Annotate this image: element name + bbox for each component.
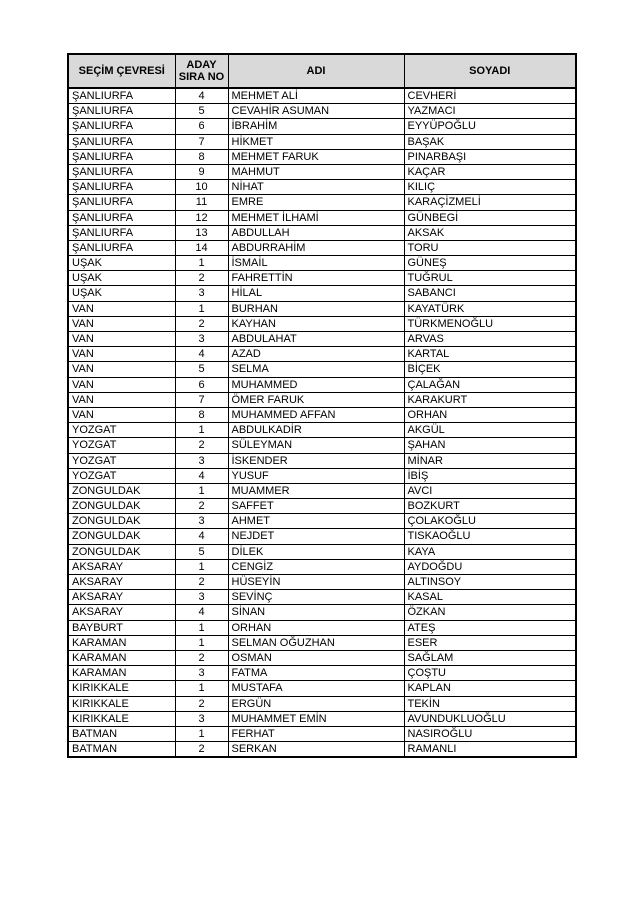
first-name-cell: YUSUF [228, 468, 404, 483]
surname-cell: TEKİN [404, 696, 576, 711]
district-cell: YOZGAT [68, 438, 175, 453]
district-cell: AKSARAY [68, 575, 175, 590]
first-name-cell: DİLEK [228, 544, 404, 559]
order-no-cell: 8 [175, 149, 228, 164]
first-name-cell: MEHMET ALİ [228, 88, 404, 104]
first-name-cell: CENGİZ [228, 559, 404, 574]
table-row [68, 666, 576, 681]
column-header-order-no: ADAY SIRA NO [175, 54, 228, 88]
first-name-cell: İSKENDER [228, 453, 404, 468]
surname-cell: ALTINSOY [404, 575, 576, 590]
surname-cell: KASAL [404, 590, 576, 605]
order-no-cell: 13 [175, 225, 228, 240]
surname-cell: BİÇEK [404, 362, 576, 377]
district-cell: KARAMAN [68, 635, 175, 650]
first-name-cell: FAHRETTİN [228, 271, 404, 286]
order-no-cell: 2 [175, 438, 228, 453]
surname-cell: GÜNBEGİ [404, 210, 576, 225]
table-row [68, 438, 576, 453]
order-no-cell: 2 [175, 650, 228, 665]
table-row [68, 347, 576, 362]
district-cell: VAN [68, 301, 175, 316]
surname-cell: ÇALAĞAN [404, 377, 576, 392]
district-cell: ŞANLIURFA [68, 104, 175, 119]
surname-cell: KARTAL [404, 347, 576, 362]
district-cell: UŞAK [68, 271, 175, 286]
order-no-cell: 5 [175, 544, 228, 559]
surname-cell: ESER [404, 635, 576, 650]
first-name-cell: İBRAHİM [228, 119, 404, 134]
surname-cell: TÜRKMENOĞLU [404, 316, 576, 331]
first-name-cell: CEVAHİR ASUMAN [228, 104, 404, 119]
order-no-cell: 3 [175, 286, 228, 301]
candidates-table [67, 53, 577, 758]
district-cell: KIRIKKALE [68, 711, 175, 726]
first-name-cell: MAHMUT [228, 164, 404, 179]
district-cell: ŞANLIURFA [68, 134, 175, 149]
table-row [68, 620, 576, 635]
surname-cell: AVUNDUKLUOĞLU [404, 711, 576, 726]
surname-cell: SAĞLAM [404, 650, 576, 665]
table-row [68, 407, 576, 422]
table-row [68, 180, 576, 195]
table-row [68, 119, 576, 134]
district-cell: BATMAN [68, 726, 175, 741]
order-no-cell: 3 [175, 666, 228, 681]
table-header [68, 54, 576, 88]
column-header-surname: SOYADI [404, 54, 576, 88]
surname-cell: KAYATÜRK [404, 301, 576, 316]
surname-cell: AVCI [404, 483, 576, 498]
district-cell: ŞANLIURFA [68, 164, 175, 179]
table-row [68, 575, 576, 590]
table-row [68, 453, 576, 468]
surname-cell: ŞAHAN [404, 438, 576, 453]
order-no-cell: 1 [175, 423, 228, 438]
order-no-cell: 1 [175, 483, 228, 498]
order-no-cell: 1 [175, 620, 228, 635]
first-name-cell: FERHAT [228, 726, 404, 741]
district-cell: ŞANLIURFA [68, 88, 175, 104]
order-no-cell: 8 [175, 407, 228, 422]
order-no-cell: 1 [175, 726, 228, 741]
first-name-cell: MEHMET İLHAMİ [228, 210, 404, 225]
column-header-district: SEÇİM ÇEVRESİ [68, 54, 175, 88]
order-no-cell: 1 [175, 256, 228, 271]
first-name-cell: NEJDET [228, 529, 404, 544]
district-cell: ŞANLIURFA [68, 240, 175, 255]
surname-cell: EYYÜPOĞLU [404, 119, 576, 134]
district-cell: AKSARAY [68, 605, 175, 620]
first-name-cell: MEHMET FARUK [228, 149, 404, 164]
surname-cell: TORU [404, 240, 576, 255]
order-no-cell: 4 [175, 605, 228, 620]
table-row [68, 332, 576, 347]
surname-cell: ÇOLAKOĞLU [404, 514, 576, 529]
district-cell: KIRIKKALE [68, 681, 175, 696]
surname-cell: ORHAN [404, 407, 576, 422]
table-row [68, 195, 576, 210]
surname-cell: BAŞAK [404, 134, 576, 149]
table-row [68, 104, 576, 119]
first-name-cell: SEVİNÇ [228, 590, 404, 605]
order-no-cell: 10 [175, 180, 228, 195]
district-cell: YOZGAT [68, 423, 175, 438]
first-name-cell: FATMA [228, 666, 404, 681]
district-cell: UŞAK [68, 286, 175, 301]
district-cell: KARAMAN [68, 666, 175, 681]
district-cell: VAN [68, 347, 175, 362]
surname-cell: AKSAK [404, 225, 576, 240]
order-no-cell: 11 [175, 195, 228, 210]
order-no-cell: 3 [175, 711, 228, 726]
district-cell: VAN [68, 332, 175, 347]
order-no-cell: 3 [175, 590, 228, 605]
district-cell: VAN [68, 407, 175, 422]
order-no-cell: 2 [175, 696, 228, 711]
table-row [68, 149, 576, 164]
first-name-cell: AZAD [228, 347, 404, 362]
district-cell: BAYBURT [68, 620, 175, 635]
order-no-cell: 4 [175, 468, 228, 483]
first-name-cell: MUAMMER [228, 483, 404, 498]
first-name-cell: OSMAN [228, 650, 404, 665]
surname-cell: KARAKURT [404, 392, 576, 407]
order-no-cell: 6 [175, 377, 228, 392]
order-no-cell: 6 [175, 119, 228, 134]
district-cell: ŞANLIURFA [68, 180, 175, 195]
order-no-cell: 9 [175, 164, 228, 179]
table-row [68, 225, 576, 240]
district-cell: ŞANLIURFA [68, 149, 175, 164]
order-no-cell: 1 [175, 681, 228, 696]
order-no-cell: 1 [175, 301, 228, 316]
order-no-cell: 3 [175, 332, 228, 347]
first-name-cell: MUHAMMED [228, 377, 404, 392]
first-name-cell: MUHAMMET EMİN [228, 711, 404, 726]
table-row [68, 499, 576, 514]
table-row [68, 164, 576, 179]
table-row [68, 301, 576, 316]
order-no-cell: 1 [175, 635, 228, 650]
first-name-cell: BURHAN [228, 301, 404, 316]
district-cell: VAN [68, 392, 175, 407]
district-cell: ZONGULDAK [68, 514, 175, 529]
district-cell: ZONGULDAK [68, 529, 175, 544]
column-header-first-name: ADI [228, 54, 404, 88]
table-row [68, 590, 576, 605]
table-row [68, 88, 576, 104]
table-row [68, 650, 576, 665]
first-name-cell: AHMET [228, 514, 404, 529]
district-cell: VAN [68, 377, 175, 392]
surname-cell: YAZMACI [404, 104, 576, 119]
table-row [68, 559, 576, 574]
table-row [68, 681, 576, 696]
table-row [68, 726, 576, 741]
first-name-cell: ABDULLAH [228, 225, 404, 240]
district-cell: YOZGAT [68, 453, 175, 468]
first-name-cell: ERGÜN [228, 696, 404, 711]
table-row [68, 711, 576, 726]
district-cell: UŞAK [68, 256, 175, 271]
district-cell: VAN [68, 362, 175, 377]
surname-cell: İBİŞ [404, 468, 576, 483]
surname-cell: TUĞRUL [404, 271, 576, 286]
table-row [68, 742, 576, 758]
table-row [68, 377, 576, 392]
first-name-cell: KAYHAN [228, 316, 404, 331]
table-row [68, 271, 576, 286]
surname-cell: SABANCI [404, 286, 576, 301]
order-no-cell: 3 [175, 453, 228, 468]
table-row [68, 696, 576, 711]
first-name-cell: ABDURRAHİM [228, 240, 404, 255]
district-cell: KARAMAN [68, 650, 175, 665]
order-no-cell: 7 [175, 134, 228, 149]
order-no-cell: 14 [175, 240, 228, 255]
district-cell: ŞANLIURFA [68, 225, 175, 240]
surname-cell: MİNAR [404, 453, 576, 468]
table-row [68, 134, 576, 149]
first-name-cell: HÜSEYİN [228, 575, 404, 590]
order-no-cell: 12 [175, 210, 228, 225]
order-no-cell: 5 [175, 362, 228, 377]
surname-cell: GÜNEŞ [404, 256, 576, 271]
first-name-cell: NİHAT [228, 180, 404, 195]
first-name-cell: HİKMET [228, 134, 404, 149]
table-row [68, 256, 576, 271]
order-no-cell: 4 [175, 347, 228, 362]
district-cell: AKSARAY [68, 559, 175, 574]
surname-cell: ARVAS [404, 332, 576, 347]
table-row [68, 286, 576, 301]
district-cell: ŞANLIURFA [68, 195, 175, 210]
district-cell: ŞANLIURFA [68, 210, 175, 225]
order-no-cell: 7 [175, 392, 228, 407]
surname-cell: KAÇAR [404, 164, 576, 179]
surname-cell: NASIROĞLU [404, 726, 576, 741]
table-row [68, 468, 576, 483]
first-name-cell: MUHAMMED AFFAN [228, 407, 404, 422]
header-row [68, 54, 576, 88]
table-row [68, 635, 576, 650]
first-name-cell: SÜLEYMAN [228, 438, 404, 453]
district-cell: ZONGULDAK [68, 483, 175, 498]
first-name-cell: MUSTAFA [228, 681, 404, 696]
first-name-cell: SERKAN [228, 742, 404, 758]
first-name-cell: ABDULAHAT [228, 332, 404, 347]
order-no-cell: 5 [175, 104, 228, 119]
table-row [68, 514, 576, 529]
first-name-cell: SELMAN OĞUZHAN [228, 635, 404, 650]
first-name-cell: ORHAN [228, 620, 404, 635]
district-cell: ŞANLIURFA [68, 119, 175, 134]
order-no-cell: 2 [175, 575, 228, 590]
order-no-cell: 2 [175, 271, 228, 286]
district-cell: VAN [68, 316, 175, 331]
table-row [68, 423, 576, 438]
district-cell: KIRIKKALE [68, 696, 175, 711]
surname-cell: KARAÇİZMELİ [404, 195, 576, 210]
surname-cell: KAYA [404, 544, 576, 559]
surname-cell: CEVHERİ [404, 88, 576, 104]
table-row [68, 529, 576, 544]
first-name-cell: İSMAİL [228, 256, 404, 271]
order-no-cell: 2 [175, 742, 228, 758]
surname-cell: AKGÜL [404, 423, 576, 438]
table-row [68, 210, 576, 225]
surname-cell: PINARBAŞI [404, 149, 576, 164]
order-no-cell: 2 [175, 316, 228, 331]
first-name-cell: SİNAN [228, 605, 404, 620]
order-no-cell: 3 [175, 514, 228, 529]
district-cell: ZONGULDAK [68, 544, 175, 559]
district-cell: BATMAN [68, 742, 175, 758]
surname-cell: TISKAOĞLU [404, 529, 576, 544]
surname-cell: ÇOŞTU [404, 666, 576, 681]
district-cell: YOZGAT [68, 468, 175, 483]
table-row [68, 240, 576, 255]
first-name-cell: SAFFET [228, 499, 404, 514]
surname-cell: KAPLAN [404, 681, 576, 696]
first-name-cell: EMRE [228, 195, 404, 210]
table-body [68, 88, 576, 757]
surname-cell: BOZKURT [404, 499, 576, 514]
surname-cell: ÖZKAN [404, 605, 576, 620]
table-row [68, 605, 576, 620]
order-no-cell: 1 [175, 559, 228, 574]
first-name-cell: HİLAL [228, 286, 404, 301]
first-name-cell: ÖMER FARUK [228, 392, 404, 407]
table-row [68, 316, 576, 331]
first-name-cell: ABDULKADİR [228, 423, 404, 438]
order-no-cell: 4 [175, 88, 228, 104]
district-cell: AKSARAY [68, 590, 175, 605]
table-row [68, 544, 576, 559]
surname-cell: KILIÇ [404, 180, 576, 195]
district-cell: ZONGULDAK [68, 499, 175, 514]
order-no-cell: 2 [175, 499, 228, 514]
table-row [68, 483, 576, 498]
order-no-cell: 4 [175, 529, 228, 544]
surname-cell: AYDOĞDU [404, 559, 576, 574]
first-name-cell: SELMA [228, 362, 404, 377]
table-row [68, 392, 576, 407]
table-row [68, 362, 576, 377]
surname-cell: RAMANLI [404, 742, 576, 758]
surname-cell: ATEŞ [404, 620, 576, 635]
